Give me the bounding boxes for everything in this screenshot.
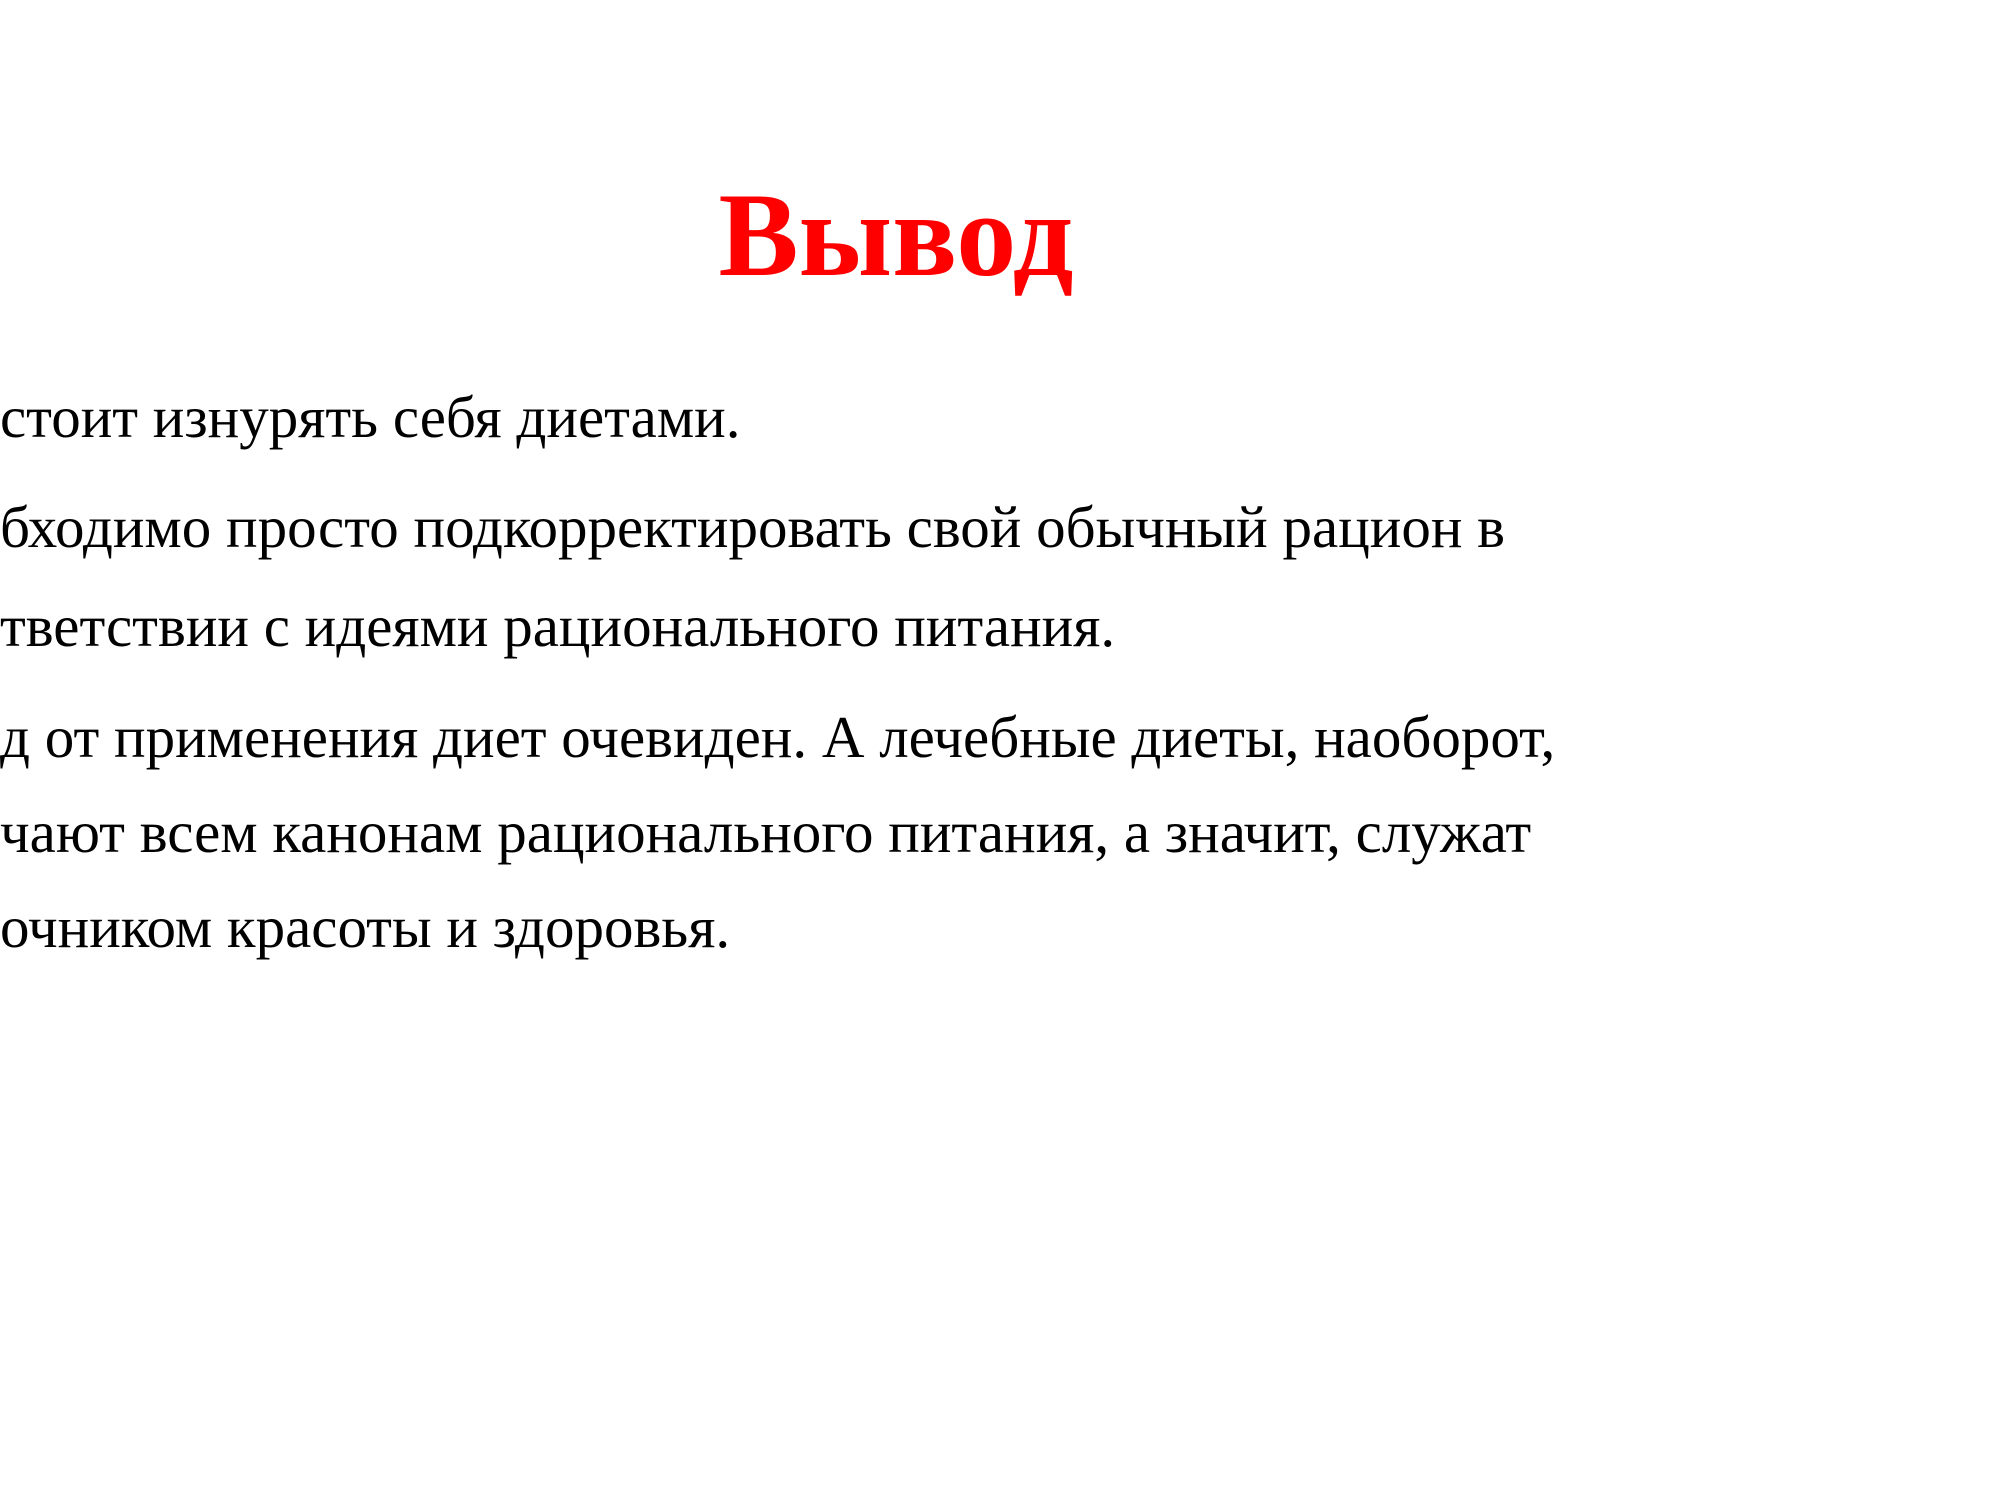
body-line-3: тветствии с идеями рационального питания. <box>0 593 1116 659</box>
body-line-1: стоит изнурять себя диетами. <box>0 384 741 450</box>
slide-title: Вывод <box>718 168 1074 301</box>
body-line-5: чают всем канонам рационального питания, а значит, служат <box>0 799 1532 865</box>
body-line-4: д от применения диет очевиден. А лечебные диеты, наоборот, <box>0 704 1556 770</box>
body-line-2: бходимо просто подкорректировать свой обычный рацион в <box>0 494 1506 560</box>
body-line-6: очником красоты и здоровья. <box>0 894 731 960</box>
